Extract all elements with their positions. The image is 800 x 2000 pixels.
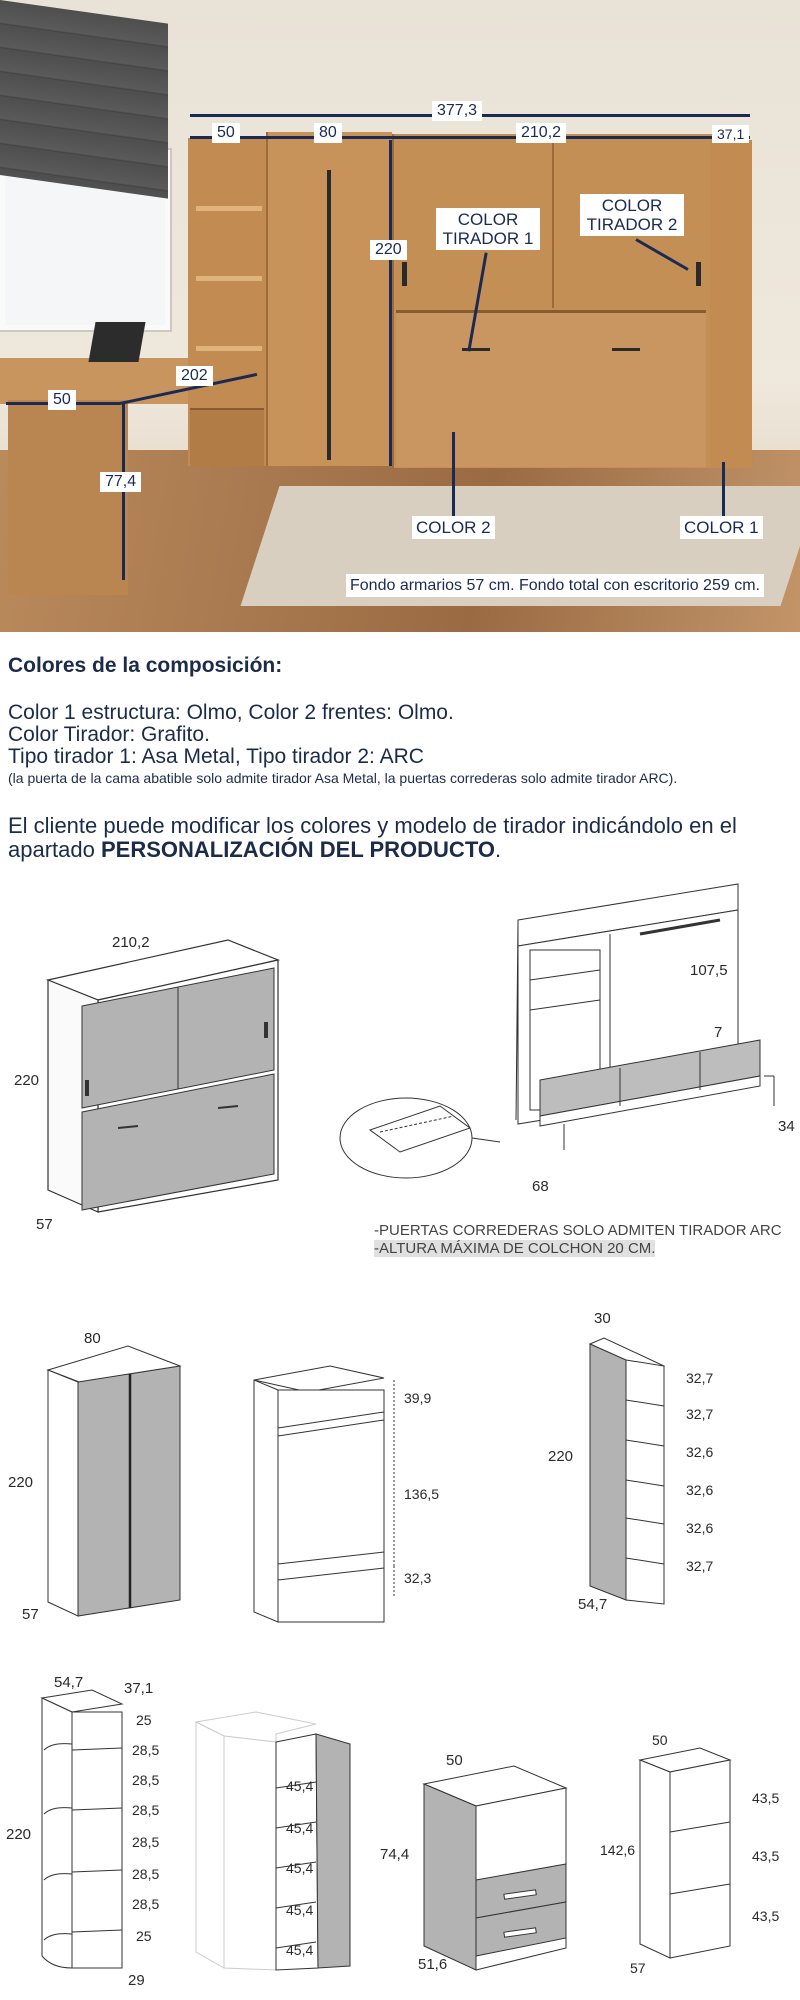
tall-shelf-shelf-1: 32,7 [686, 1370, 714, 1386]
bed-unit-width: 210,2 [112, 934, 150, 951]
tall-shelf-shelf-5: 32,6 [686, 1520, 714, 1536]
bed-unit-note-2: -ALTURA MÁXIMA DE COLCHON 20 CM. [374, 1240, 656, 1257]
bed-unit-inner-height: 107,5 [690, 962, 728, 979]
wardrobe-depth: 57 [22, 1606, 39, 1623]
corner-unit-shelf-5: 45,4 [286, 1942, 314, 1958]
tall-shelf-shelf-3: 32,6 [686, 1444, 714, 1460]
left-bookcase-depth: 54,7 [54, 1674, 84, 1691]
tall-shelf-depth: 54,7 [578, 1596, 608, 1613]
nightstand-drawing [424, 1766, 570, 1970]
wardrobe-handle [327, 170, 331, 460]
corner-unit-drawing [196, 1712, 354, 1972]
label-color-tirador-2: COLOR TIRADOR 2 [580, 194, 684, 236]
bed-unit-bed-height: 34 [778, 1118, 795, 1135]
corner-unit-shelf-1: 45,4 [286, 1778, 314, 1794]
dim-left-bookcase: 50 [212, 123, 240, 143]
bookcase-shelf [196, 276, 262, 281]
dim-desk-depth: 50 [48, 390, 76, 410]
composition-customize [8, 814, 778, 862]
bed-handle-2 [612, 348, 640, 351]
left-bookcase-shelf-2: 28,5 [132, 1742, 160, 1758]
left-bookcase-width: 37,1 [124, 1680, 154, 1697]
bed-handle-1 [462, 348, 490, 351]
wardrobe-interior-drawing [254, 1366, 414, 1624]
nightstand-width: 50 [446, 1752, 463, 1769]
corner-unit-shelf-2: 45,4 [286, 1820, 314, 1836]
label-color-1: COLOR 1 [680, 516, 763, 539]
bed-unit-depth: 57 [36, 1216, 53, 1233]
nightstand-depth: 51,6 [418, 1956, 448, 1973]
dim-bed-unit: 210,2 [516, 123, 566, 143]
dimline-height [389, 140, 392, 466]
desk-side [8, 400, 128, 595]
composition-colors: Color 1 estructura: Olmo, Color 2 frentes: Olmo. [8, 701, 454, 724]
pointer-color-1 [722, 462, 725, 518]
hero-footnote: Fondo armarios 57 cm. Fondo total con escritorio 259 cm. [346, 574, 764, 597]
bed-unit-leg-dim: 68 [532, 1178, 549, 1195]
left-bookcase-shelf-4: 28,5 [132, 1802, 160, 1818]
bookcase-shelf [196, 206, 262, 211]
label-color-2: COLOR 2 [412, 516, 495, 539]
small-shelf-drawing [640, 1748, 734, 1958]
left-bookcase-shelf-7: 28,5 [132, 1896, 160, 1912]
wardrobe-width: 80 [84, 1330, 101, 1347]
small-shelf-shelf-1: 43,5 [752, 1790, 780, 1806]
tall-shelf-width: 30 [594, 1310, 611, 1327]
wardrobe-interior-top: 39,9 [404, 1390, 432, 1406]
composition-handle-type: Tipo tirador 1: Asa Metal, Tipo tirador 2: ARC [8, 745, 424, 768]
dim-desk-length: 202 [176, 366, 213, 386]
label-color-tirador-1: COLOR TIRADOR 1 [436, 208, 540, 250]
dim-wardrobe: 80 [314, 123, 342, 143]
tall-shelf-shelf-2: 32,7 [686, 1406, 714, 1422]
tall-shelf-shelf-4: 32,6 [686, 1482, 714, 1498]
tall-shelf-drawing [590, 1338, 666, 1604]
sliding-door-split [552, 140, 554, 308]
corner-unit-shelf-4: 45,4 [286, 1902, 314, 1918]
tall-shelf-height: 220 [548, 1448, 574, 1465]
folding-bed-front [396, 310, 706, 467]
small-shelf-height: 142,6 [600, 1842, 636, 1858]
left-bookcase-bottom: 29 [128, 1972, 145, 1989]
small-shelf-width: 50 [652, 1732, 668, 1748]
wardrobe-interior-bottom: 32,3 [404, 1570, 432, 1586]
left-bookcase-shelf-6: 28,5 [132, 1866, 160, 1882]
left-bookcase-shelf-5: 28,5 [132, 1834, 160, 1850]
sliding-handle-2 [696, 262, 701, 286]
bookcase-shelf [196, 346, 262, 351]
small-shelf-shelf-3: 43,5 [752, 1908, 780, 1924]
wardrobe-interior-middle: 136,5 [404, 1486, 440, 1502]
small-shelf-depth: 57 [630, 1960, 646, 1976]
hero-photo [0, 0, 800, 632]
dim-total-width: 377,3 [432, 101, 482, 121]
bed-unit-height: 220 [14, 1072, 40, 1089]
left-bookcase-shelf-8: 25 [136, 1928, 152, 1944]
sliding-handle-1 [402, 262, 407, 286]
laptop [88, 322, 145, 362]
composition-handle-color: Color Tirador: Grafito. [8, 723, 210, 746]
wardrobe-height: 220 [8, 1474, 34, 1491]
nightstand-height: 74,4 [380, 1846, 410, 1863]
bed-unit-note-1: -PUERTAS CORREDERAS SOLO ADMITEN TIRADOR ARC [374, 1222, 782, 1239]
wardrobe-front-drawing [48, 1346, 182, 1618]
small-shelf-shelf-2: 43,5 [752, 1848, 780, 1864]
composition-handle-note: (la puerta de la cama abatible solo admite tirador Asa Metal, la puertas correderas solo admite tirador ARC). [8, 770, 678, 786]
dim-desk-height: 77,4 [100, 472, 141, 492]
left-bookcase-drawing [42, 1690, 126, 1970]
customize-text: El cliente puede modificar los colores y modelo de tirador indicándolo en el apartado [8, 813, 737, 862]
dimline-widths [190, 136, 750, 139]
left-bookcase-shelf-3: 28,5 [132, 1772, 160, 1788]
tall-shelf-shelf-6: 32,7 [686, 1558, 714, 1574]
bookcase-drawers [190, 408, 264, 466]
dimline-desk-height [122, 404, 125, 580]
pointer-color-2 [452, 432, 455, 518]
bed-unit-front-drawing [48, 940, 288, 1212]
bed-unit-small-dim: 7 [714, 1024, 723, 1041]
window-blind [0, 0, 168, 199]
dim-corner-unit: 37,1 [712, 125, 749, 143]
left-bookcase-shelf-1: 25 [136, 1712, 152, 1728]
customize-highlight: PERSONALIZACIÓN DEL PRODUCTO [100, 837, 495, 862]
composition-title: Colores de la composición: [8, 654, 283, 677]
dim-height: 220 [370, 240, 407, 260]
corner-unit [710, 140, 752, 468]
corner-unit-shelf-3: 45,4 [286, 1860, 314, 1876]
customize-end: . [494, 837, 502, 862]
left-bookcase-height: 220 [6, 1826, 32, 1843]
